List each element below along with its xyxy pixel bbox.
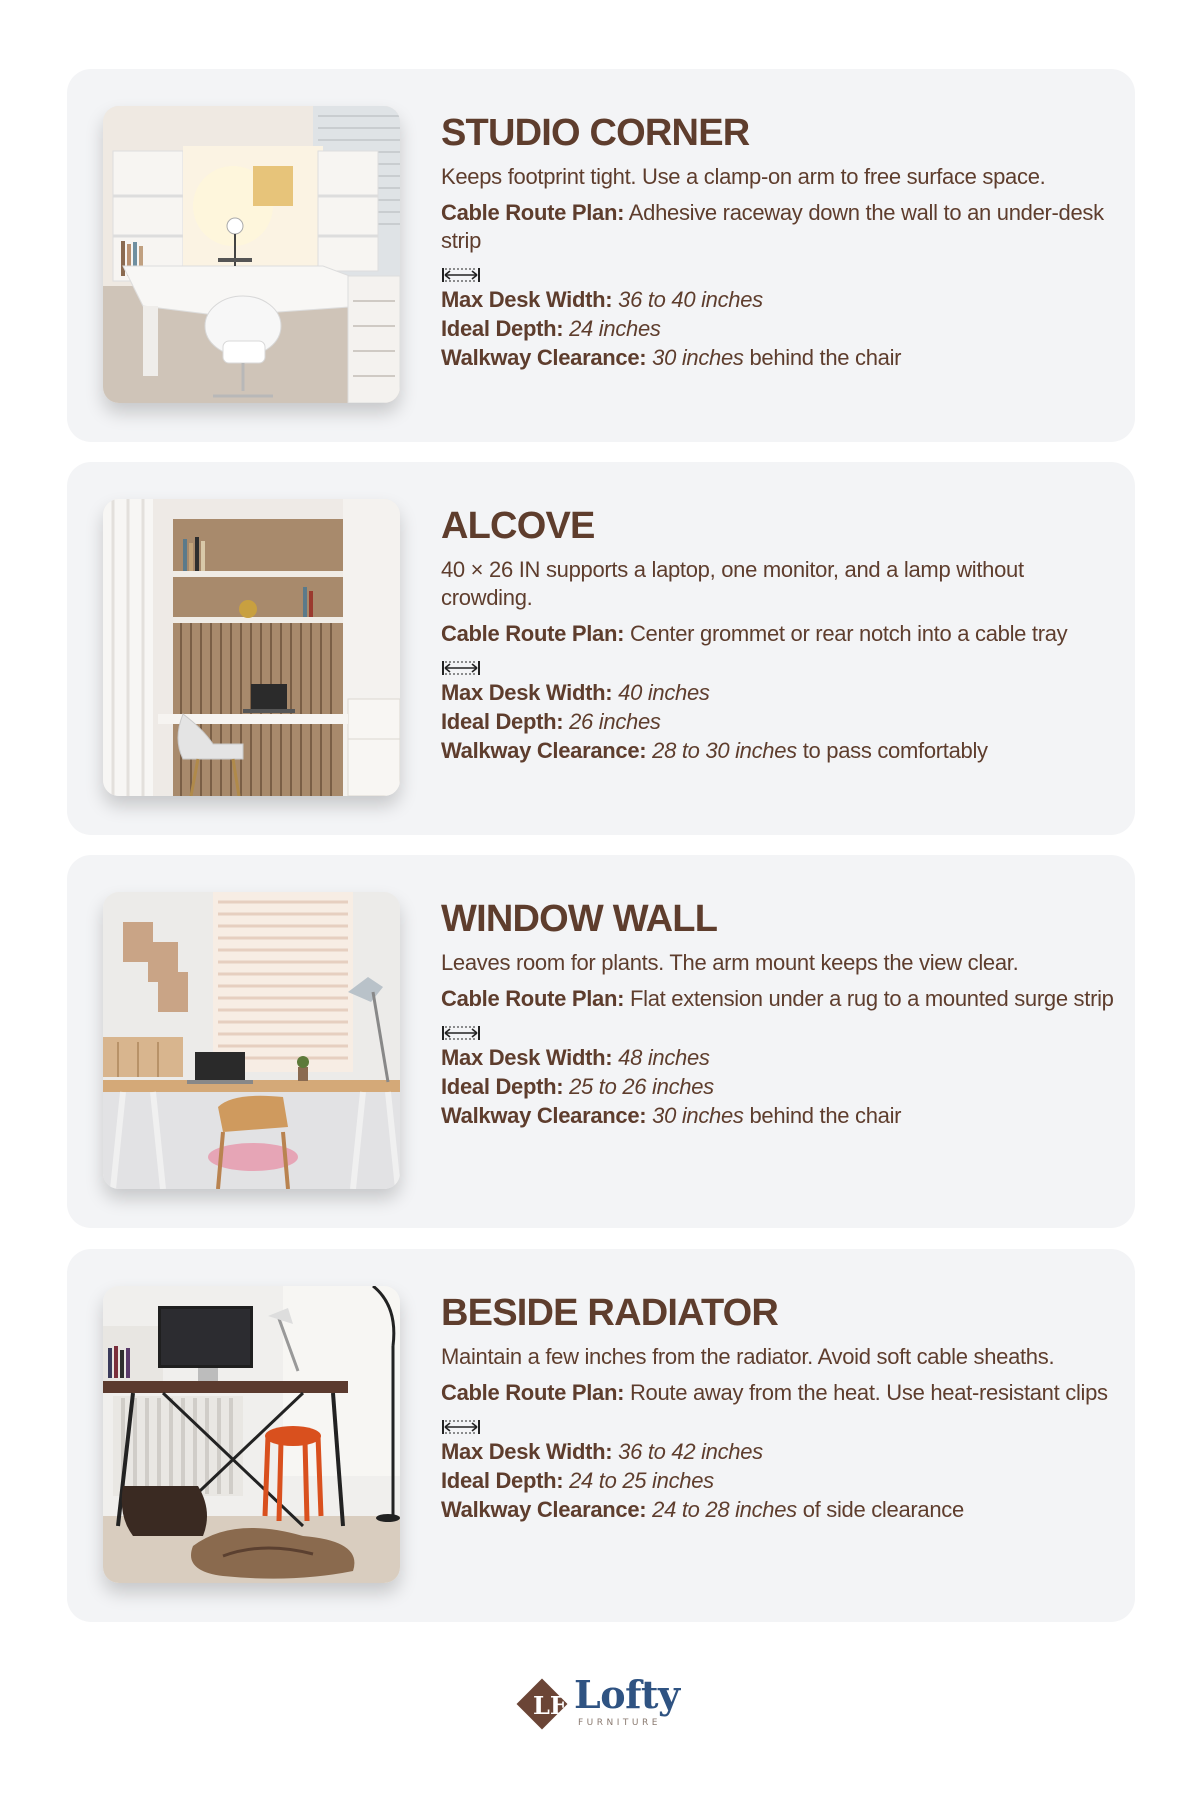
cable-route-label: Cable Route Plan: bbox=[441, 621, 625, 646]
max-desk-width bbox=[441, 678, 1121, 707]
walkway-clearance bbox=[441, 1101, 1121, 1130]
walkway-clearance-value: 24 to 28 inches bbox=[652, 1497, 797, 1522]
section-description: Leaves room for plants. The arm mount keeps the view clear. bbox=[441, 950, 1019, 975]
cable-route-plan bbox=[441, 985, 1121, 1013]
walkway-clearance-label: Walkway Clearance: bbox=[441, 738, 647, 763]
cable-route-value: Adhesive raceway down the wall to an under-desk strip bbox=[441, 200, 1104, 253]
section-title: STUDIO CORNER bbox=[441, 112, 750, 154]
max-desk-width-value: 48 inches bbox=[618, 1045, 710, 1070]
layout-card-window-wall bbox=[67, 855, 1135, 1228]
cable-route-label: Cable Route Plan: bbox=[441, 1380, 625, 1405]
max-desk-width-label: Max Desk Width: bbox=[441, 680, 613, 705]
ideal-depth-label: Ideal Depth: bbox=[441, 1074, 564, 1099]
section-description: 40 × 26 IN supports a laptop, one monitor, and a lamp without crowding. bbox=[441, 557, 1024, 610]
section-title: WINDOW WALL bbox=[441, 898, 718, 940]
ideal-depth-value: 24 to 25 inches bbox=[569, 1468, 714, 1493]
cable-route-plan bbox=[441, 199, 1121, 255]
ideal-depth bbox=[441, 314, 1121, 343]
cable-route-label: Cable Route Plan: bbox=[441, 200, 625, 225]
logo-mark-letters: LF bbox=[533, 1691, 567, 1720]
studio-corner-illustration bbox=[103, 106, 400, 403]
width-measure-icon bbox=[441, 265, 481, 285]
lofty-logo-mark-icon bbox=[512, 1674, 572, 1734]
walkway-clearance-suffix: of side clearance bbox=[796, 1497, 964, 1522]
window-wall-illustration bbox=[103, 892, 400, 1189]
walkway-clearance bbox=[441, 343, 1121, 372]
width-measure-icon bbox=[441, 1023, 481, 1043]
walkway-clearance-label: Walkway Clearance: bbox=[441, 1103, 647, 1128]
walkway-clearance-suffix: behind the chair bbox=[743, 345, 902, 370]
window-wall-text bbox=[441, 897, 1121, 1130]
alcove-photo bbox=[103, 499, 400, 796]
beside-radiator-text bbox=[441, 1291, 1121, 1524]
max-desk-width-label: Max Desk Width: bbox=[441, 1045, 613, 1070]
walkway-clearance-value: 30 inches bbox=[652, 345, 744, 370]
walkway-clearance-value: 30 inches bbox=[652, 1103, 744, 1128]
walkway-clearance-label: Walkway Clearance: bbox=[441, 345, 647, 370]
studio-corner-text bbox=[441, 111, 1121, 372]
ideal-depth bbox=[441, 1072, 1121, 1101]
width-measure-icon bbox=[441, 1417, 481, 1437]
alcove-illustration bbox=[103, 499, 400, 796]
walkway-clearance-suffix: behind the chair bbox=[743, 1103, 902, 1128]
width-measure-icon bbox=[441, 658, 481, 678]
cable-route-value: Center grommet or rear notch into a cable tray bbox=[629, 621, 1068, 646]
studio-corner-photo bbox=[103, 106, 400, 403]
max-desk-width-label: Max Desk Width: bbox=[441, 287, 613, 312]
ideal-depth bbox=[441, 707, 1121, 736]
beside-radiator-illustration bbox=[103, 1286, 400, 1583]
max-desk-width-value: 40 inches bbox=[618, 680, 710, 705]
section-title: BESIDE RADIATOR bbox=[441, 1292, 779, 1334]
section-description: Keeps footprint tight. Use a clamp-on arm to free surface space. bbox=[441, 164, 1046, 189]
lofty-logo[interactable] bbox=[512, 1672, 692, 1736]
walkway-clearance-label: Walkway Clearance: bbox=[441, 1497, 647, 1522]
logo-wordmark: Lofty bbox=[574, 1672, 680, 1717]
logo-tagline: FURNITURE bbox=[578, 1718, 661, 1728]
alcove-text bbox=[441, 504, 1121, 765]
ideal-depth-value: 24 inches bbox=[569, 316, 661, 341]
walkway-clearance-value: 28 to 30 inches bbox=[652, 738, 797, 763]
cable-route-value: Route away from the heat. Use heat-resistant clips bbox=[629, 1380, 1108, 1405]
layout-card-beside-radiator bbox=[67, 1249, 1135, 1622]
walkway-clearance-suffix: to pass comfortably bbox=[796, 738, 988, 763]
ideal-depth-value: 26 inches bbox=[569, 709, 661, 734]
max-desk-width bbox=[441, 1043, 1121, 1072]
section-title: ALCOVE bbox=[441, 505, 595, 547]
max-desk-width-value: 36 to 42 inches bbox=[618, 1439, 763, 1464]
cable-route-plan bbox=[441, 1379, 1121, 1407]
window-wall-photo bbox=[103, 892, 400, 1189]
ideal-depth bbox=[441, 1466, 1121, 1495]
walkway-clearance bbox=[441, 736, 1121, 765]
max-desk-width-value: 36 to 40 inches bbox=[618, 287, 763, 312]
ideal-depth-label: Ideal Depth: bbox=[441, 1468, 564, 1493]
section-description: Maintain a few inches from the radiator. Avoid soft cable sheaths. bbox=[441, 1344, 1055, 1369]
max-desk-width bbox=[441, 285, 1121, 314]
max-desk-width bbox=[441, 1437, 1121, 1466]
max-desk-width-label: Max Desk Width: bbox=[441, 1439, 613, 1464]
cable-route-value: Flat extension under a rug to a mounted surge strip bbox=[629, 986, 1114, 1011]
layout-card-alcove bbox=[67, 462, 1135, 835]
beside-radiator-photo bbox=[103, 1286, 400, 1583]
ideal-depth-label: Ideal Depth: bbox=[441, 316, 564, 341]
ideal-depth-label: Ideal Depth: bbox=[441, 709, 564, 734]
ideal-depth-value: 25 to 26 inches bbox=[569, 1074, 714, 1099]
layout-card-studio-corner bbox=[67, 69, 1135, 442]
cable-route-plan bbox=[441, 620, 1121, 648]
walkway-clearance bbox=[441, 1495, 1121, 1524]
cable-route-label: Cable Route Plan: bbox=[441, 986, 625, 1011]
